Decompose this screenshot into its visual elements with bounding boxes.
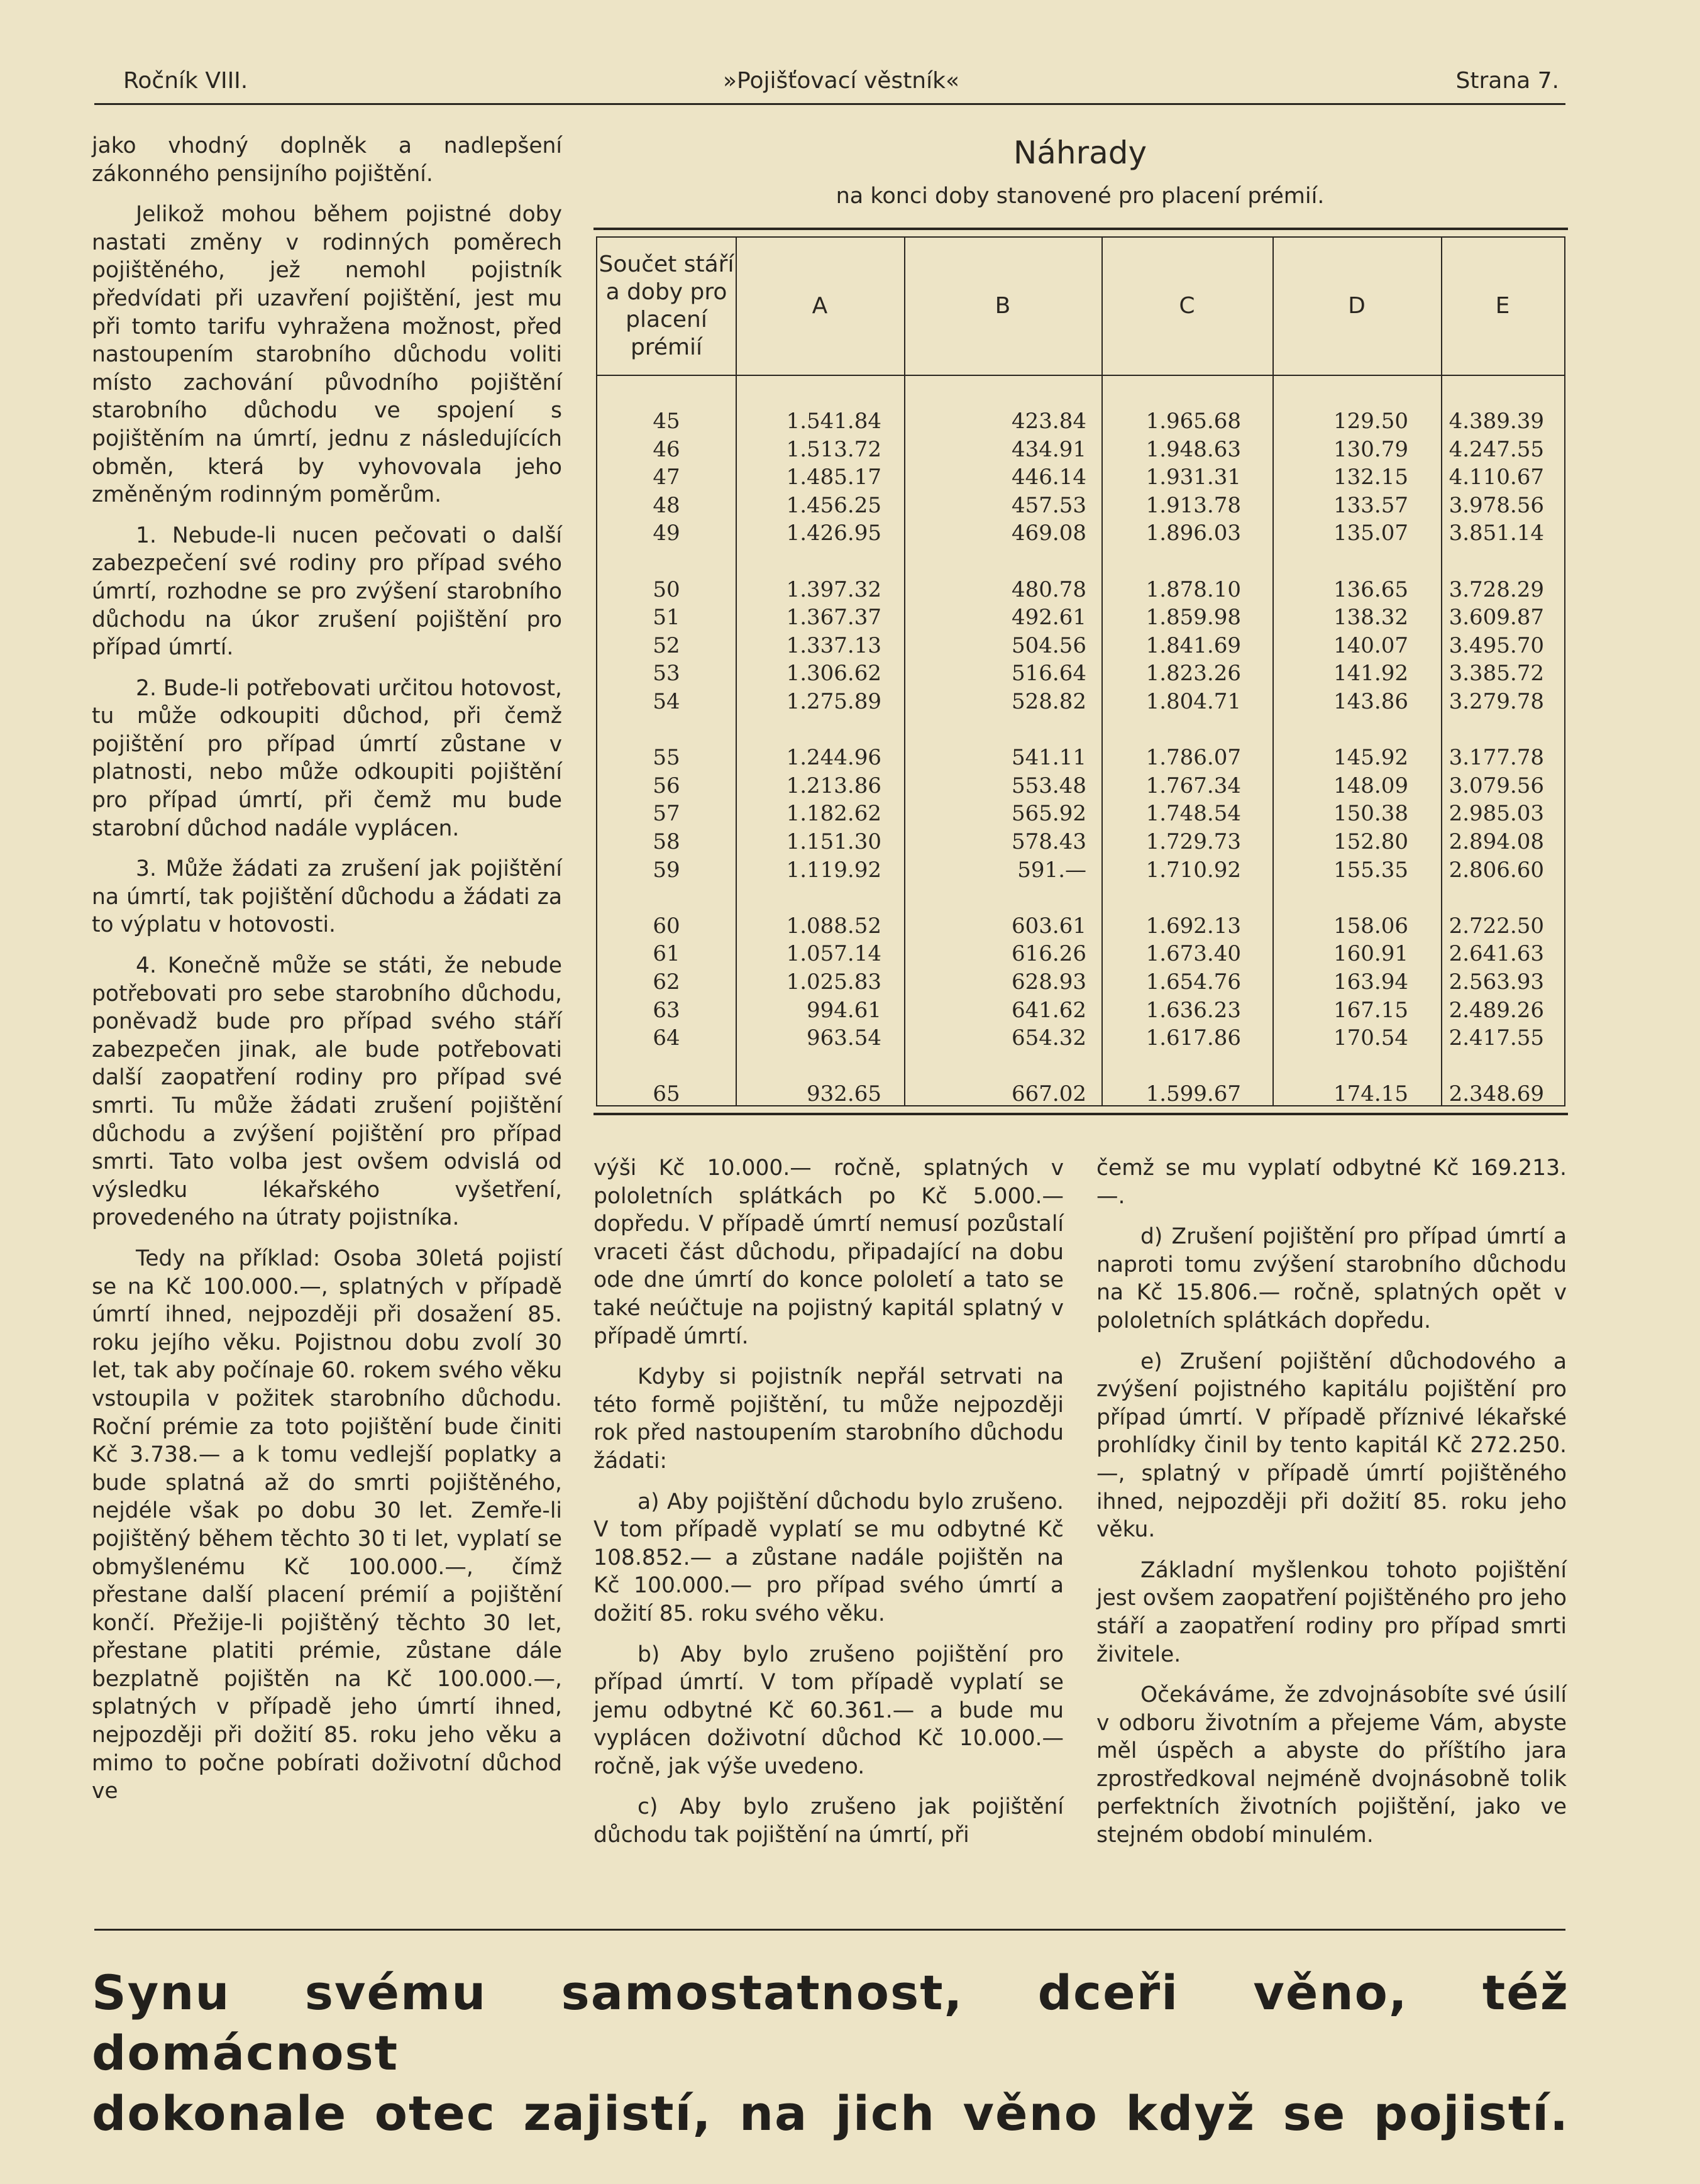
table-cell-value: 1.213.86 — [786, 773, 881, 798]
table-cell-value: 129.50 — [1333, 409, 1408, 434]
table-cell-age: 65 — [653, 1081, 680, 1107]
table-cell-value: 516.64 — [1012, 661, 1086, 687]
table-cell-value: 1.182.62 — [786, 801, 881, 827]
table-cell-value: 1.057.14 — [786, 941, 881, 967]
table-cell-value: 1.599.67 — [1145, 1081, 1241, 1107]
table-cell-value: 2.563.93 — [1449, 969, 1544, 995]
table-cell-value: 1.275.89 — [786, 689, 881, 714]
table-cell-value: 2.489.26 — [1449, 997, 1544, 1023]
table-cell-age: 58 — [653, 829, 680, 854]
table-cell-value: 469.08 — [1012, 521, 1086, 546]
table-cell-value: 1.948.63 — [1145, 436, 1241, 462]
table-cell-value: 3.279.78 — [1449, 689, 1544, 714]
table-cell-value: 1.931.31 — [1145, 465, 1241, 490]
table-cell-age: 62 — [653, 969, 680, 995]
table-cell-value: 1.692.13 — [1145, 913, 1241, 939]
table-cell-value: 138.32 — [1333, 605, 1408, 631]
table-cell-age: 64 — [653, 1025, 680, 1051]
paragraph: Kdyby si pojistník nepřál setrvati na této formě pojištění, tu může nejpozději rok před nastoupením starobního důchodu žádati: — [593, 1364, 1064, 1474]
table-cell-value: 963.54 — [807, 1025, 881, 1051]
table-cell-value: 1.748.54 — [1145, 801, 1241, 827]
column-3 — [1096, 1154, 1567, 1862]
table-cell-value: 2.722.50 — [1449, 913, 1544, 939]
table-cell-value: 3.079.56 — [1449, 773, 1544, 798]
table-cell-value: 1.636.23 — [1145, 997, 1241, 1023]
header-col-d: D — [1348, 293, 1366, 319]
table-cell-value: 504.56 — [1012, 632, 1086, 658]
header-col-b: B — [995, 293, 1011, 319]
paragraph: Jelikož mohou během pojistné doby nastati změny v rodinných poměrech pojištěného, jež nemohl pojistník předvídati při uzavření pojištění, jest mu při tomto tarifu vyhražena možnost, před nastoupením starobního důchodu voliti místo zachování původního pojištění starobního důchodu ve spojení s pojištěním na úmrtí, jednu z následujících obměn, která by vyhovovala jeho změněným rodinným poměrům. — [92, 202, 562, 508]
table-cell-age: 54 — [653, 689, 680, 714]
header-col-a: A — [812, 293, 828, 319]
table-cell-age: 57 — [653, 801, 680, 827]
table-cell-age: 49 — [653, 521, 680, 546]
table-cell-value: 3.609.87 — [1449, 605, 1544, 631]
table-cell-value: 565.92 — [1012, 801, 1086, 827]
slogan — [92, 1963, 1569, 2144]
slogan-line-2: dokonale otec zajistí, na jich věno když se pojistí. — [92, 2085, 1569, 2141]
table-cell-value: 155.35 — [1333, 857, 1408, 883]
volume-label: Ročník VIII. — [123, 68, 248, 94]
table-cell-value: 932.65 — [807, 1081, 881, 1107]
paragraph: a) Aby pojištění důchodu bylo zrušeno. V tom případě vyplatí se mu odbytné Kč 108.852.— a zůstane nadále pojištěn na Kč 100.000.— pro případ svého úmrtí a dožití 85. roku svého věku. — [593, 1489, 1064, 1626]
table-cell-value: 2.641.63 — [1449, 941, 1544, 967]
paragraph: 4. Konečně může se státi, že nebude potřebovati pro sebe starobního důchodu, poněvadž bude pro případ svého stáří zabezpečen jinak, ale bude potřebovati další zaopatření rodiny pro případ své smrti. Tu může žádati zrušení pojištění důchodu a zvýšení pojištění pro případ smrti. Tato volba jest ovšem odvislá od výsledku lékařského vyšetření, provedeného na útraty pojistníka. — [92, 953, 562, 1231]
table-cell-age: 56 — [653, 773, 680, 798]
table-cell-age: 45 — [653, 409, 680, 434]
table-cell-value: 1.786.07 — [1145, 745, 1241, 771]
table-cell-value: 457.53 — [1012, 492, 1086, 518]
table-cell-value: 446.14 — [1012, 465, 1086, 490]
table-cell-value: 1.804.71 — [1145, 689, 1241, 714]
table-title: Náhrady — [1013, 135, 1147, 171]
table-cell-value: 4.110.67 — [1449, 465, 1544, 490]
table-cell-value: 1.710.92 — [1145, 857, 1241, 883]
table-cell-value: 140.07 — [1333, 632, 1408, 658]
table-cell-value: 2.806.60 — [1449, 857, 1544, 883]
header-col-e: E — [1495, 293, 1510, 319]
table-cell-age: 53 — [653, 661, 680, 687]
table-cell-value: 1.673.40 — [1145, 941, 1241, 967]
table-cell-value: 1.823.26 — [1145, 661, 1241, 687]
table-cell-value: 2.894.08 — [1449, 829, 1544, 854]
table-cell-age: 59 — [653, 857, 680, 883]
table-cell-age: 50 — [653, 576, 680, 602]
table-cell-value: 135.07 — [1333, 521, 1408, 546]
table-cell-value: 2.348.69 — [1449, 1081, 1544, 1107]
slogan-line-1: Synu svému samostatnost, dceři věno, též domácnost — [92, 1965, 1569, 2081]
table-cell-value: 143.86 — [1333, 689, 1408, 714]
table-cell-value: 136.65 — [1333, 576, 1408, 602]
paragraph: Základní myšlenkou tohoto pojištění jest ovšem zaopatření pojištěného pro jeho stáří a zaopatření rodiny pro případ smrti živitele. — [1096, 1557, 1567, 1667]
column-1 — [92, 132, 562, 1818]
table-cell-value: 480.78 — [1012, 576, 1086, 602]
table-cell-value: 1.025.83 — [786, 969, 881, 995]
table-cell-value: 553.48 — [1012, 773, 1086, 798]
header-col-c: C — [1179, 293, 1195, 319]
compensation-table — [593, 228, 1568, 1115]
paragraph: 2. Bude-li potřebovati určitou hotovost, tu může odkoupiti důchod, při čemž pojištění pro případ úmrtí zůstane v platnosti, nebo může odkoupiti pojištění pro případ úmrtí, při čemž mu bude starobní důchod nadále vyplácen. — [92, 675, 562, 841]
table-cell-value: 528.82 — [1012, 689, 1086, 714]
table-cell-value: 1.878.10 — [1145, 576, 1241, 602]
table-cell-age: 46 — [653, 436, 680, 462]
table-cell-value: 1.456.25 — [786, 492, 881, 518]
paragraph: jako vhodný doplněk a nadlepšení zákonného pensijního pojištění. — [92, 133, 562, 187]
table-cell-value: 1.841.69 — [1145, 632, 1241, 658]
page-number: Strana 7. — [1455, 68, 1559, 94]
table-cell-value: 3.177.78 — [1449, 745, 1544, 771]
table-cell-value: 4.247.55 — [1449, 436, 1544, 462]
table-cell-value: 4.389.39 — [1449, 409, 1544, 434]
table-cell-value: 1.617.86 — [1145, 1025, 1241, 1051]
table-subtitle: na konci doby stanovené pro placení prémií. — [836, 184, 1325, 209]
column-2 — [593, 1154, 1064, 1862]
header-divider — [597, 375, 1564, 376]
table-cell-value: 148.09 — [1333, 773, 1408, 798]
table-cell-value: 1.913.78 — [1145, 492, 1241, 518]
table-cell-age: 52 — [653, 632, 680, 658]
paragraph: čemž se mu vyplatí odbytné Kč 169.213.—. — [1096, 1155, 1567, 1209]
table-cell-value: 616.26 — [1012, 941, 1086, 967]
paragraph: Tedy na příklad: Osoba 30letá pojistí se na Kč 100.000.—, splatných v případě úmrtí ihned, nejpozději při dosažení 85. roku jejího věku. Pojistnou dobu zvolí 30 let, tak aby počínaje 60. rokem svého věku vstoupila v požitek starobního důchodu. Roční prémie za toto pojištění bude činiti Kč 3.738.— a k tomu vedlejší poplatky a bude splatná až do smrti pojištěného, nejdéle však po dobu 30 let. Zemře-li pojištěný během těchto 30 ti let, vyplatí se obmyšlenému Kč 100.000.—, čímž přestane další placení prémií a pojištění končí. Přežije-li pojištěný těchto 30 let, přestane platiti prémie, zůstane dále bezplatně pojištěn na Kč 100.000.—, splatných v případě jeho úmrtí ihned, nejpozději při dožití 85. roku jeho věku a mimo to počne pobírati doživotní důchod ve — [92, 1245, 562, 1804]
table-cell-value: 145.92 — [1333, 745, 1408, 771]
table-cell-value: 152.80 — [1333, 829, 1408, 854]
footer-rule — [94, 1929, 1565, 1931]
table-cell-value: 132.15 — [1333, 465, 1408, 490]
table-cell-value: 654.32 — [1012, 1025, 1086, 1051]
table-cell-value: 423.84 — [1012, 409, 1086, 434]
table-cell-value: 578.43 — [1012, 829, 1086, 854]
table-cell-age: 55 — [653, 745, 680, 771]
paragraph: b) Aby bylo zrušeno pojištění pro případ úmrtí. V tom případě vyplatí se jemu odbytné Kč 60.361.— a bude mu vyplácen doživotní důchod Kč 10.000.— ročně, jak výše uvedeno. — [593, 1641, 1064, 1779]
table-cell-value: 1.767.34 — [1145, 773, 1241, 798]
table-cell-value: 2.417.55 — [1449, 1025, 1544, 1051]
table-cell-value: 133.57 — [1333, 492, 1408, 518]
table-cell-value: 1.367.37 — [786, 605, 881, 631]
table-cell-value: 1.306.62 — [786, 661, 881, 687]
header-sum-age: Součet stáří a doby pro placení prémií — [599, 251, 734, 360]
table-cell-value: 150.38 — [1333, 801, 1408, 827]
table-cell-value: 434.91 — [1012, 436, 1086, 462]
table-cell-value: 3.495.70 — [1449, 632, 1544, 658]
table-cell-value: 1.654.76 — [1145, 969, 1241, 995]
table-cell-value: 1.337.13 — [786, 632, 881, 658]
table-cell-value: 1.397.32 — [786, 576, 881, 602]
table-cell-value: 3.385.72 — [1449, 661, 1544, 687]
table-cell-value: 158.06 — [1333, 913, 1408, 939]
table-cell-value: 1.965.68 — [1145, 409, 1241, 434]
table-cell-value: 541.11 — [1012, 745, 1086, 771]
table-cell-value: 1.426.95 — [786, 521, 881, 546]
table-cell-value: 163.94 — [1333, 969, 1408, 995]
table-cell-age: 47 — [653, 465, 680, 490]
paragraph: 3. Může žádati za zrušení jak pojištění na úmrtí, tak pojištění důchodu a žádati za to výplatu v hotovosti. — [92, 856, 562, 938]
paragraph: výši Kč 10.000.— ročně, splatných v pololetních splátkách po Kč 5.000.— dopředu. V případě úmrtí nemusí pozůstalí vraceti část důchodu, připadající na dobu ode dne úmrtí do konce pololetí a tato se také neúčtuje na pojistný kapitál splatný v případě úmrtí. — [593, 1155, 1064, 1349]
table-cell-value: 994.61 — [807, 997, 881, 1023]
paragraph: d) Zrušení pojištění pro případ úmrtí a naproti tomu zvýšení starobního důchodu na Kč 15.806.— ročně, splatných opět v pololetních splátkách dopředu. — [1096, 1224, 1567, 1333]
table-cell-value: 2.985.03 — [1449, 801, 1544, 827]
page-header — [123, 68, 1559, 103]
table-cell-age: 60 — [653, 913, 680, 939]
table-cell-value: 641.62 — [1012, 997, 1086, 1023]
paragraph: Očekáváme, že zdvojnásobíte své úsilí v odboru životním a přejeme Vám, abyste měl úspěch a abyste do příštího jara zprostředkoval nejméně dvojnásobně tolik perfektních životních pojištění, jako ve stejném období minulém. — [1096, 1682, 1567, 1848]
table-cell-value: 1.485.17 — [786, 465, 881, 490]
table-cell-value: 3.978.56 — [1449, 492, 1544, 518]
table-cell-age: 61 — [653, 941, 680, 967]
paragraph: e) Zrušení pojištění důchodového a zvýšení pojistného kapitálu pojištění pro případ úmrtí. V případě příznivé lékařské prohlídky činil by tento kapitál Kč 272.250.—, splatný v případě úmrtí pojištěného ihned, nejpozději při dožití 85. roku jeho věku. — [1096, 1348, 1567, 1543]
table-cell-value: 130.79 — [1333, 436, 1408, 462]
table-cell-value: 141.92 — [1333, 661, 1408, 687]
table-cell-value: 492.61 — [1012, 605, 1086, 631]
paragraph: c) Aby bylo zrušeno jak pojištění důchodu tak pojištění na úmrtí, při — [593, 1794, 1064, 1848]
table-cell-value: 160.91 — [1333, 941, 1408, 967]
table-cell-value: 170.54 — [1333, 1025, 1408, 1051]
table-grid — [596, 236, 1565, 1106]
table-cell-value: 1.513.72 — [786, 436, 881, 462]
table-cell-value: 1.896.03 — [1145, 521, 1241, 546]
paragraph: 1. Nebude-li nucen pečovati o další zabezpečení své rodiny pro případ svého úmrtí, rozhodne se pro zvýšení starobního důchodu na úkor zrušení pojištění pro případ úmrtí. — [92, 522, 562, 661]
table-cell-value: 1.859.98 — [1145, 605, 1241, 631]
table-cell-value: 591.— — [1017, 857, 1086, 883]
header-rule — [94, 103, 1565, 105]
table-cell-value: 1.088.52 — [786, 913, 881, 939]
table-cell-value: 167.15 — [1333, 997, 1408, 1023]
table-cell-value: 1.119.92 — [786, 857, 881, 883]
table-cell-value: 1.729.73 — [1145, 829, 1241, 854]
table-cell-value: 667.02 — [1012, 1081, 1086, 1107]
table-cell-value: 1.151.30 — [786, 829, 881, 854]
journal-title: »Pojišťovací věstník« — [723, 68, 959, 94]
table-cell-value: 628.93 — [1012, 969, 1086, 995]
table-cell-value: 603.61 — [1012, 913, 1086, 939]
table-cell-value: 174.15 — [1333, 1081, 1408, 1107]
table-cell-value: 3.851.14 — [1449, 521, 1544, 546]
table-cell-value: 3.728.29 — [1449, 576, 1544, 602]
table-cell-age: 48 — [653, 492, 680, 518]
table-cell-value: 1.244.96 — [786, 745, 881, 771]
table-cell-value: 1.541.84 — [786, 409, 881, 434]
table-cell-age: 51 — [653, 605, 680, 631]
table-cell-age: 63 — [653, 997, 680, 1023]
